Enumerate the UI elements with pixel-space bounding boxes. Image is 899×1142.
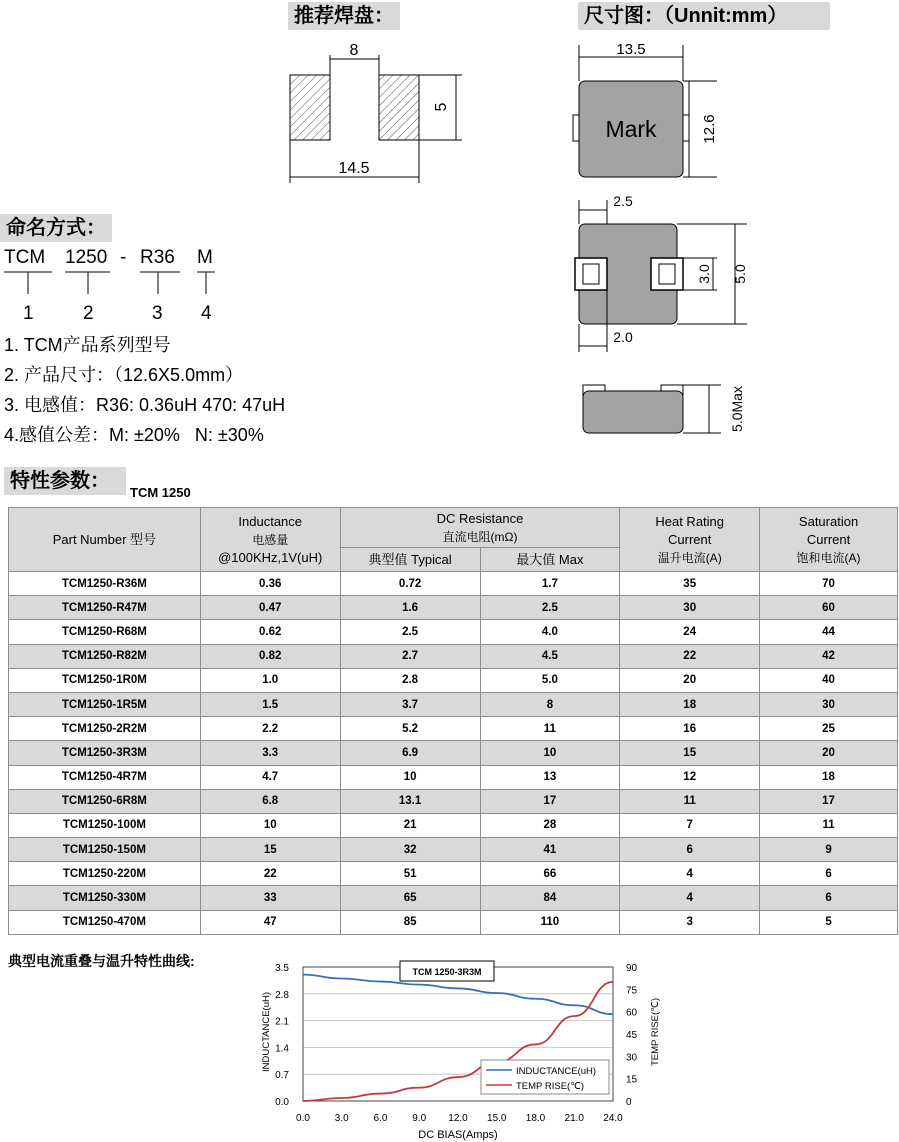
naming-line-2: 2. 产品尺寸：（12.6X5.0mm）: [4, 365, 244, 385]
cell-sat-current: 11: [760, 813, 898, 837]
cell-sat-current: 5: [760, 910, 898, 934]
table-row: [9, 692, 898, 716]
cell-part-number: TCM1250-R36M: [9, 572, 201, 596]
naming-number-2: 2: [83, 303, 94, 324]
cell-heat-current: 22: [620, 644, 760, 668]
cell-inductance: 22: [200, 862, 340, 886]
cell-part-number: TCM1250-220M: [9, 862, 201, 886]
chart-title-box: [400, 961, 494, 981]
cell-sat-current: 42: [760, 644, 898, 668]
table-row: [9, 596, 898, 620]
x-tick-label: 9.0: [412, 1113, 427, 1124]
cell-part-number: TCM1250-100M: [9, 813, 201, 837]
cell-dcr-typical: 10: [340, 765, 480, 789]
cell-inductance: 1.0: [200, 668, 340, 692]
naming-number-4: 4: [201, 303, 212, 324]
cell-inductance: 6.8: [200, 789, 340, 813]
side-terminal-height-label: 3.0: [696, 264, 712, 284]
table-row: [9, 572, 898, 596]
cell-sat-current: 60: [760, 596, 898, 620]
cell-inductance: 0.82: [200, 644, 340, 668]
dimensions-header: 尺寸图：（Unnit:mm）: [578, 2, 830, 30]
cell-dcr-typical: 13.1: [340, 789, 480, 813]
cell-heat-current: 12: [620, 765, 760, 789]
top-view-drawing: [565, 35, 725, 185]
cell-heat-current: 6: [620, 838, 760, 862]
x-tick-label: 6.0: [373, 1113, 388, 1124]
cell-part-number: TCM1250-3R3M: [9, 741, 201, 765]
land-height-label: 5: [433, 102, 450, 112]
cell-heat-current: 18: [620, 692, 760, 716]
cell-dcr-max: 110: [480, 910, 620, 934]
table-row: [9, 717, 898, 741]
cell-part-number: TCM1250-4R7M: [9, 765, 201, 789]
top-height-label: 12.6: [701, 114, 718, 144]
cell-sat-current: 17: [760, 789, 898, 813]
y2-tick-label: 75: [626, 985, 638, 997]
cell-inductance: 47: [200, 910, 340, 934]
col-inductance: Inductance 电感量 @100KHz,1V(uH): [200, 508, 340, 572]
table-row: [9, 789, 898, 813]
cell-inductance: 0.62: [200, 620, 340, 644]
chart-ticks: [275, 963, 637, 1124]
spec-table: [8, 507, 898, 935]
y-tick-label: 0.0: [275, 1097, 289, 1108]
naming-connectors: [0, 268, 230, 298]
naming-part-value: R36: [140, 247, 175, 268]
y2-tick-label: 90: [626, 963, 638, 974]
land-pad-left: [290, 75, 330, 140]
col-dc-resistance: DC Resistance 直流电阻(mΩ): [340, 508, 620, 548]
table-row: [9, 910, 898, 934]
cell-inductance: 0.36: [200, 572, 340, 596]
cell-dcr-max: 8: [480, 692, 620, 716]
cell-part-number: TCM1250-R82M: [9, 644, 201, 668]
x-tick-label: 15.0: [487, 1113, 507, 1124]
cell-heat-current: 30: [620, 596, 760, 620]
cell-dcr-typical: 3.7: [340, 692, 480, 716]
cell-heat-current: 3: [620, 910, 760, 934]
inductor-profile-body: [583, 391, 683, 433]
chart-title: TCM 1250-3R3M: [412, 967, 482, 977]
cell-heat-current: 7: [620, 813, 760, 837]
cell-dcr-max: 28: [480, 813, 620, 837]
cell-inductance: 0.47: [200, 596, 340, 620]
cell-part-number: TCM1250-330M: [9, 886, 201, 910]
mark-label: Mark: [605, 116, 657, 142]
y2-tick-label: 15: [626, 1074, 638, 1086]
cell-dcr-max: 10: [480, 741, 620, 765]
col-dcr-typical: 典型值 Typical: [340, 548, 480, 572]
cell-part-number: TCM1250-470M: [9, 910, 201, 934]
cell-dcr-typical: 1.6: [340, 596, 480, 620]
cell-dcr-max: 66: [480, 862, 620, 886]
table-row: [9, 644, 898, 668]
cell-inductance: 1.5: [200, 692, 340, 716]
cell-dcr-max: 4.0: [480, 620, 620, 644]
cell-heat-current: 4: [620, 886, 760, 910]
y2-tick-label: 45: [626, 1030, 638, 1041]
cell-dcr-typical: 6.9: [340, 741, 480, 765]
cell-dcr-max: 1.7: [480, 572, 620, 596]
naming-part-series: TCM: [4, 247, 46, 268]
cell-dcr-max: 84: [480, 886, 620, 910]
chart-y2label: TEMP RISE(℃): [650, 997, 661, 1067]
cell-dcr-typical: 2.5: [340, 620, 480, 644]
x-tick-label: 12.0: [448, 1113, 468, 1124]
land-pattern-drawing: [280, 35, 480, 185]
top-width-label: 13.5: [616, 41, 646, 58]
cell-dcr-typical: 32: [340, 838, 480, 862]
profile-height-label: 5.0Max: [729, 386, 745, 432]
cell-dcr-typical: 51: [340, 862, 480, 886]
cell-sat-current: 6: [760, 862, 898, 886]
side-height-label: 5.0: [732, 264, 748, 284]
y2-tick-label: 30: [626, 1052, 638, 1064]
side-view-drawing: [565, 190, 765, 355]
cell-dcr-max: 5.0: [480, 668, 620, 692]
y2-tick-label: 60: [626, 1007, 638, 1019]
cell-dcr-typical: 0.72: [340, 572, 480, 596]
cell-sat-current: 70: [760, 572, 898, 596]
table-row: [9, 886, 898, 910]
cell-heat-current: 15: [620, 741, 760, 765]
cell-dcr-max: 17: [480, 789, 620, 813]
table-row: [9, 741, 898, 765]
legend-label-inductance: INDUCTANCE(uH): [516, 1066, 597, 1077]
cell-inductance: 33: [200, 886, 340, 910]
series-label: TCM 1250: [130, 485, 191, 500]
cell-inductance: 4.7: [200, 765, 340, 789]
cell-heat-current: 35: [620, 572, 760, 596]
land-gap-label: 8: [349, 42, 359, 59]
land-pad-right: [379, 75, 419, 140]
naming-number-1: 1: [23, 303, 34, 324]
cell-inductance: 15: [200, 838, 340, 862]
cell-heat-current: 20: [620, 668, 760, 692]
cell-dcr-typical: 5.2: [340, 717, 480, 741]
naming-part-size: 1250: [65, 247, 108, 268]
cell-heat-current: 4: [620, 862, 760, 886]
x-tick-label: 24.0: [603, 1113, 623, 1124]
y-tick-label: 2.8: [275, 989, 289, 1001]
col-heat-rating: Heat Rating Current 温升电流(A): [620, 508, 760, 572]
cell-part-number: TCM1250-R68M: [9, 620, 201, 644]
cell-dcr-typical: 2.8: [340, 668, 480, 692]
table-row: [9, 668, 898, 692]
table-row: [9, 765, 898, 789]
cell-heat-current: 24: [620, 620, 760, 644]
chart-xlabel: DC BIAS(Amps): [418, 1129, 498, 1141]
cell-heat-current: 11: [620, 789, 760, 813]
col-dcr-max: 最大值 Max: [480, 548, 620, 572]
naming-part-dash: -: [120, 247, 127, 268]
cell-part-number: TCM1250-2R2M: [9, 717, 201, 741]
cell-dcr-max: 4.5: [480, 644, 620, 668]
side-terminal-width-label: 2.5: [613, 193, 633, 209]
table-row: [9, 813, 898, 837]
cell-sat-current: 9: [760, 838, 898, 862]
naming-part-tolerance: M: [197, 247, 213, 268]
cell-inductance: 10: [200, 813, 340, 837]
characteristics-header: 特性参数：: [4, 467, 126, 495]
cell-sat-current: 6: [760, 886, 898, 910]
chart-ylabel: INDUCTANCE(uH): [261, 991, 272, 1073]
cell-dcr-max: 13: [480, 765, 620, 789]
side-bottom-label: 2.0: [613, 329, 633, 345]
chart-legend: [481, 1060, 609, 1094]
naming-line-4: 4.感值公差：M: ±20% N: ±30%: [4, 425, 264, 445]
cell-sat-current: 30: [760, 692, 898, 716]
cell-sat-current: 18: [760, 765, 898, 789]
cell-dcr-max: 41: [480, 838, 620, 862]
cell-dcr-max: 2.5: [480, 596, 620, 620]
profile-drawing: [575, 375, 755, 440]
cell-sat-current: 44: [760, 620, 898, 644]
col-saturation: Saturation Current 饱和电流(A): [760, 508, 898, 572]
cell-part-number: TCM1250-6R8M: [9, 789, 201, 813]
naming-number-3: 3: [152, 303, 163, 324]
land-pattern-header: 推荐焊盘：: [288, 2, 400, 30]
naming-line-3: 3. 电感值：R36: 0.36uH 470: 47uH: [4, 395, 286, 415]
cell-sat-current: 40: [760, 668, 898, 692]
cell-dcr-typical: 65: [340, 886, 480, 910]
naming-header: 命名方式：: [0, 214, 112, 242]
y-tick-label: 0.7: [275, 1070, 289, 1082]
x-tick-label: 21.0: [564, 1113, 584, 1124]
y-tick-label: 1.4: [275, 1043, 289, 1055]
cell-dcr-typical: 2.7: [340, 644, 480, 668]
cell-inductance: 2.2: [200, 717, 340, 741]
x-tick-label: 18.0: [525, 1113, 546, 1124]
y2-tick-label: 0: [626, 1097, 632, 1108]
x-tick-label: 0.0: [296, 1113, 310, 1124]
curve-title: 典型电流重叠与温升特性曲线:: [8, 953, 195, 969]
cell-dcr-typical: 21: [340, 813, 480, 837]
y-tick-label: 2.1: [275, 1016, 289, 1028]
cell-sat-current: 25: [760, 717, 898, 741]
table-row: [9, 862, 898, 886]
legend-label-temp: TEMP RISE(℃): [516, 1081, 585, 1092]
x-tick-label: 3.0: [334, 1113, 349, 1124]
table-row: [9, 620, 898, 644]
cell-part-number: TCM1250-150M: [9, 838, 201, 862]
cell-part-number: TCM1250-R47M: [9, 596, 201, 620]
cell-sat-current: 20: [760, 741, 898, 765]
table-row: [9, 838, 898, 862]
y-tick-label: 3.5: [275, 963, 289, 974]
cell-part-number: TCM1250-1R0M: [9, 668, 201, 692]
cell-dcr-typical: 85: [340, 910, 480, 934]
land-total-label: 14.5: [338, 160, 370, 177]
naming-line-1: 1. TCM产品系列型号: [4, 335, 171, 355]
col-part-number: Part Number 型号: [9, 508, 201, 572]
cell-dcr-max: 11: [480, 717, 620, 741]
bias-chart: [250, 955, 670, 1142]
cell-heat-current: 16: [620, 717, 760, 741]
cell-inductance: 3.3: [200, 741, 340, 765]
cell-part-number: TCM1250-1R5M: [9, 692, 201, 716]
